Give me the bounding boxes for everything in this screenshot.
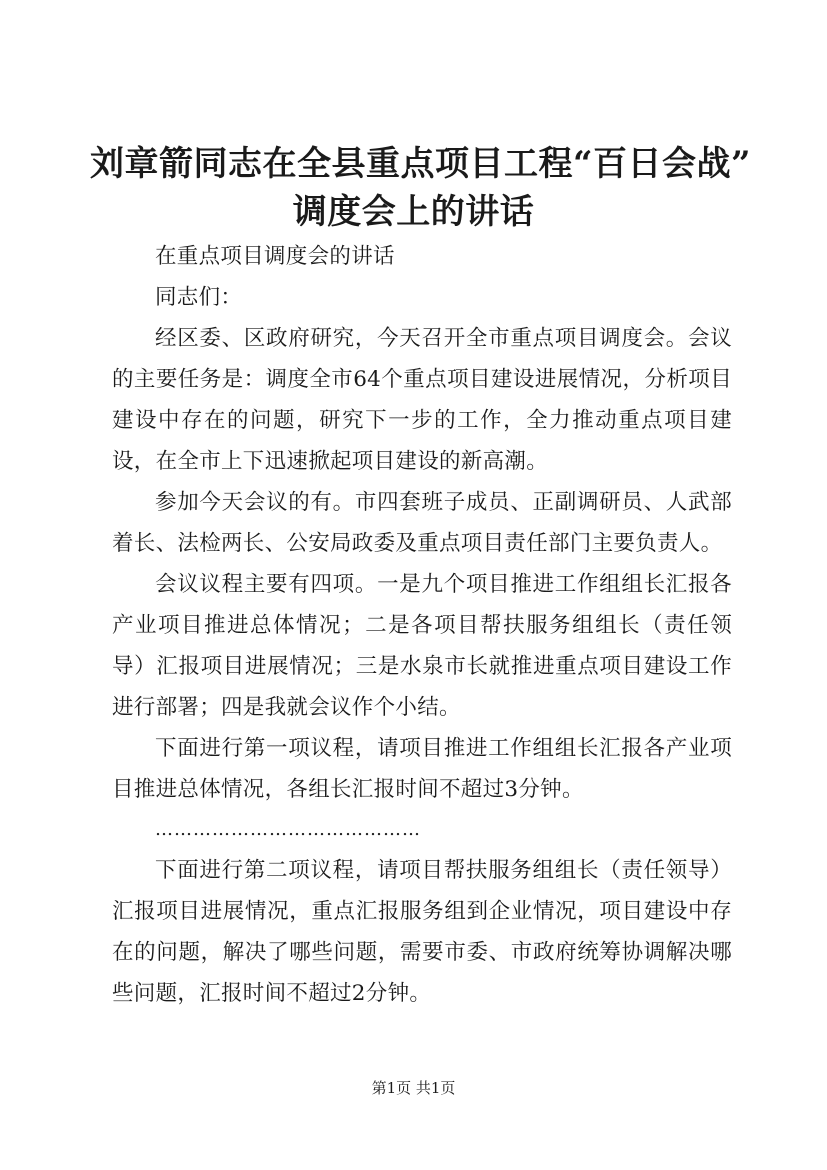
document-title — [90, 140, 752, 236]
title-line-1: 刘章箭同志在全县重点项目工程“百日会战” — [90, 144, 752, 184]
body-paragraph: 参加今天会议的有。市四套班子成员、正副调研员、人武部着长、法检两长、公安局政委及重点项目责任部门主要负责人。 — [112, 490, 732, 556]
body-paragraph: 经区委、区政府研究，今天召开全市重点项目调度会。会议的主要任务是：调度全市64个重点项目建设进展情况，分析项目建设中存在的问题，研究下一步的工作，全力推动重点项目建设，在全市上下迅速掀起项目建设的新高潮。 — [112, 326, 732, 474]
body-paragraph: 会议议程主要有四项。一是九个项目推进工作组组长汇报各产业项目推进总体情况；二是各项目帮扶服务组组长（责任领导）汇报项目进展情况；三是水泉市长就推进重点项目建设工作进行部署；四是我就会议作个小结。 — [112, 572, 732, 720]
document-body — [112, 236, 732, 1014]
body-paragraph: 下面进行第二项议程，请项目帮扶服务组组长（责任领导）汇报项目进展情况，重点汇报服务组到企业情况，项目建设中存在的问题，解决了哪些问题，需要市委、市政府统筹协调解决哪些问题，汇报时间不超过2分钟。 — [112, 858, 732, 1006]
subtitle-paragraph: 在重点项目调度会的讲话 — [155, 244, 395, 269]
salutation-paragraph: 同志们： — [155, 285, 243, 310]
page-footer: 第1页 共1页 — [371, 1079, 456, 1097]
body-paragraph: 下面进行第一项议程，请项目推进工作组组长汇报各产业项目推进总体情况，各组长汇报时间不超过3分钟。 — [112, 736, 732, 802]
title-line-2: 调度会上的讲话 — [292, 192, 535, 232]
ellipsis-separator: …………………………………… — [155, 819, 421, 840]
